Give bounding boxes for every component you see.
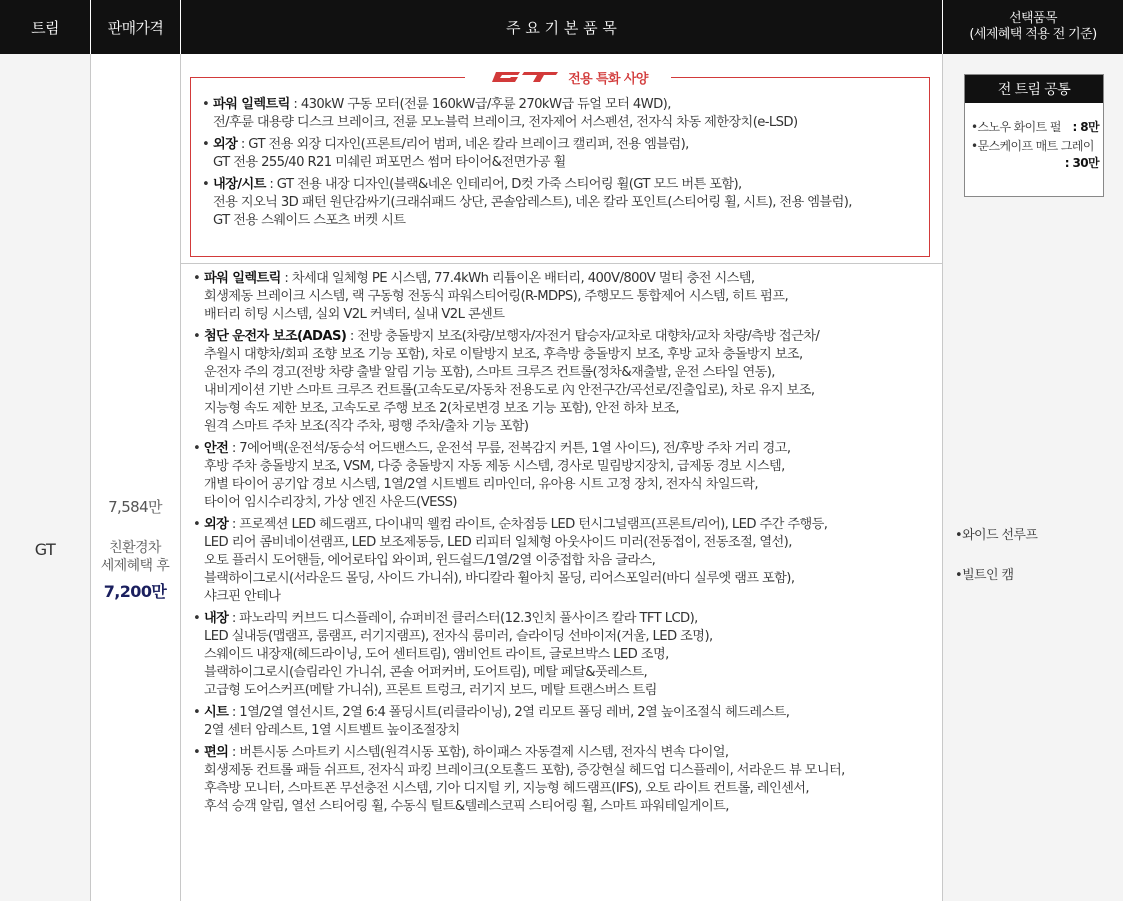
option-moonscape-matte-gray: •문스케이프 매트 그레이 [971, 139, 1094, 153]
item-text: : 파노라믹 커브드 디스플레이, 슈퍼비전 클러스터(12.3인치 풀사이즈 칼라 TFT LCD), [228, 611, 698, 626]
list-item [202, 96, 922, 132]
benefit-label-1: 친환경차 [109, 540, 161, 556]
item-line: 타이어 임시수리장치, 가상 엔진 사운드(VESS) [204, 495, 457, 510]
item-text: : 7에어백(운전석/동승석 어드밴스드, 운전석 무릎, 전복감지 커튼, 1열 사이드), 전/후방 주차 거리 경고, [228, 441, 791, 456]
standard-items-list [193, 270, 933, 820]
item-line: 지능형 속도 제한 보조, 고속도로 주행 보조 2(차로변경 보조 기능 포함), 안전 하차 보조, [204, 401, 679, 416]
item-line [204, 440, 933, 458]
item-label: 외장 [213, 137, 238, 152]
option-builtin-cam: •빌트인 캠 [955, 568, 1014, 583]
item-line: 후측방 모니터, 스마트폰 무선충전 시스템, 기아 디지털 키, 지능형 헤드램프(IFS), 오토 라이트 컨트롤, 레인센서, [204, 781, 809, 796]
column-divider [942, 54, 943, 901]
price-cell [90, 496, 180, 602]
item-label: 내장 [204, 611, 229, 626]
item-line [204, 610, 933, 628]
list-item [193, 610, 933, 700]
item-line [204, 270, 933, 288]
item-line [213, 96, 922, 114]
item-line: GT 전용 255/40 R21 미쉐린 퍼포먼스 썸머 타이어&전면가공 휠 [213, 155, 566, 170]
option-wide-sunroof: •와이드 선루프 [955, 528, 1038, 543]
benefit-price: 7,200만 [103, 582, 167, 601]
option-name: •스노우 화이트 펄 [971, 120, 1061, 134]
item-label: 편의 [204, 745, 229, 760]
header-options [943, 0, 1123, 54]
item-line: 후방 주차 충돌방지 보조, VSM, 다중 충돌방지 자동 제동 시스템, 경사로 밀림방지장치, 급제동 경보 시스템, [204, 459, 785, 474]
item-line: 오토 플러시 도어핸들, 에어로타입 와이퍼, 윈드쉴드/1열/2열 이중접합 차음 글라스, [204, 553, 656, 568]
list-item [193, 516, 933, 606]
option-snow-white-pearl [965, 119, 1103, 136]
item-line: 내비게이션 기반 스마트 크루즈 컨트롤(고속도로/자동차 전용도로 內 안전구간/곡선로/진출입로), 차로 유지 보조, [204, 383, 815, 398]
item-line [204, 704, 933, 722]
gt-logo-icon [488, 70, 560, 84]
item-line: 스웨이드 내장재(헤드라이닝, 도어 센터트림), 앰비언트 라이트, 글로브박스 LED 조명, [204, 647, 669, 662]
item-label: 파워 일렉트릭 [204, 271, 281, 286]
column-divider [180, 54, 181, 901]
gt-special-title: 전용 특화 사양 [568, 71, 648, 87]
trim-column-bg [0, 54, 90, 901]
common-options-title: 전 트림 공통 [965, 75, 1103, 103]
item-line: 원격 스마트 주차 보조(직각 주차, 평행 주차/출차 기능 포함) [204, 419, 529, 434]
list-item [193, 704, 933, 740]
gt-special-list [202, 96, 922, 234]
item-label: 파워 일렉트릭 [213, 97, 290, 112]
header-main-items: 주 요 기 본 품 목 [506, 18, 617, 37]
item-label: 첨단 운전자 보조(ADAS) [204, 329, 347, 344]
option-price: : 30만 [1064, 156, 1099, 170]
item-text: : GT 전용 외장 디자인(프론트/리어 범퍼, 네온 칼라 브레이크 캘리퍼, 전용 엠블럼), [237, 137, 689, 152]
item-label: 안전 [204, 441, 229, 456]
common-options-box [964, 74, 1104, 197]
table-header [0, 0, 1123, 54]
item-line: 2열 센터 암레스트, 1열 시트벨트 높이조절장치 [204, 723, 460, 738]
gt-special-legend [465, 66, 671, 88]
item-line: 회생제동 컨트롤 패들 쉬프트, 전자식 파킹 브레이크(오토홀드 포함), 증강현실 헤드업 디스플레이, 서라운드 뷰 모니터, [204, 763, 845, 778]
base-price: 7,584만 [108, 498, 162, 516]
item-line: 회생제동 브레이크 시스템, 랙 구동형 전동식 파워스티어링(R-MDPS), 주행모드 통합제어 시스템, 히트 펌프, [204, 289, 789, 304]
item-label: 시트 [204, 705, 229, 720]
item-text: : GT 전용 내장 디자인(블랙&네온 인테리어, D컷 가죽 스티어링 휠(GT 모드 버튼 포함), [265, 177, 742, 192]
item-text: : 프로젝션 LED 헤드램프, 다이내믹 웰컴 라이트, 순차점등 LED 턴시그널램프(프론트/리어), LED 주간 주행등, [228, 517, 828, 532]
section-divider [180, 263, 942, 264]
item-line: 전/후륜 대용량 디스크 브레이크, 전륜 모노블럭 브레이크, 전자제어 서스펜션, 전자식 차동 제한장치(e-LSD) [213, 115, 798, 130]
benefit-label-2: 세제혜택 후 [100, 558, 170, 574]
trim-name: GT [34, 540, 56, 559]
item-line: 개별 타이어 공기압 경보 시스템, 1열/2열 시트벨트 리마인더, 유아용 시트 고정 장치, 전자식 차일드락, [204, 477, 758, 492]
item-line: LED 실내등(맵램프, 룸램프, 러기지램프), 전자식 룸미러, 슬라이딩 선바이저(거울, LED 조명), [204, 629, 713, 644]
item-line [213, 136, 922, 154]
item-line: 고급형 도어스커프(메탈 가니쉬), 프론트 트렁크, 러기지 보드, 메탈 트랜스버스 트림 [204, 683, 657, 698]
header-trim: 트림 [31, 18, 59, 37]
column-divider [90, 54, 91, 901]
list-item [193, 270, 933, 324]
list-item [202, 136, 922, 172]
header-options-note: (세제혜택 적용 전 기준) [969, 27, 1097, 42]
item-line: GT 전용 스웨이드 스포츠 버켓 시트 [213, 213, 406, 228]
item-label: 외장 [204, 517, 229, 532]
item-line: LED 리어 콤비네이션램프, LED 보조제동등, LED 리피터 일체형 아웃사이드 미러(전동접이, 전동조절, 열선), [204, 535, 792, 550]
item-line [213, 176, 922, 194]
item-text: : 버튼시동 스마트키 시스템(원격시동 포함), 하이패스 자동결제 시스템, 전자식 변속 다이얼, [228, 745, 729, 760]
item-line: 블랙하이그로시(슬림라인 가니쉬, 콘솔 어퍼커버, 도어트림), 메탈 페달&풋레스트, [204, 665, 648, 680]
item-line: 전용 지오닉 3D 패턴 원단감싸기(크래쉬패드 상단, 콘솔암레스트), 네온 칼라 포인트(스티어링 휠, 시트), 전용 엠블럼), [213, 195, 852, 210]
item-text: : 차세대 일체형 PE 시스템, 77.4kWh 리튬이온 배터리, 400V/800V 멀티 충전 시스템, [280, 271, 755, 286]
header-options-title: 선택품목 [1009, 11, 1057, 26]
option-price: : 8만 [1072, 120, 1099, 134]
item-line [204, 328, 933, 346]
item-line: 블랙하이그로시(서라운드 몰딩, 사이드 가니쉬), 바디칼라 휠아치 몰딩, 리어스포일러(바디 실루엣 램프 포함), [204, 571, 795, 586]
list-item [202, 176, 922, 230]
item-line: 후석 승객 알림, 열선 스티어링 휠, 수동식 틸트&텔레스코픽 스티어링 휠, 스마트 파워테일게이트, [204, 799, 729, 814]
list-item [193, 328, 933, 436]
item-label: 내장/시트 [213, 177, 266, 192]
item-line [204, 744, 933, 762]
item-line: 배터리 히팅 시스템, 실외 V2L 커넥터, 실내 V2L 콘센트 [204, 307, 505, 322]
item-line: 운전자 주의 경고(전방 차량 출발 알림 기능 포함), 스마트 크루즈 컨트롤(정차&재출발, 운전 스타일 연동), [204, 365, 775, 380]
list-item [193, 440, 933, 512]
item-text: : 1열/2열 열선시트, 2열 6:4 폴딩시트(리클라이닝), 2열 리모트 폴딩 레버, 2열 높이조절식 헤드레스트, [228, 705, 790, 720]
header-price: 판매가격 [107, 18, 164, 37]
item-text: : 전방 충돌방지 보조(차량/보행자/자전거 탑승자/교차로 대향차/교차 차량/측방 접근차/ [346, 329, 820, 344]
item-line: 샤크핀 안테나 [204, 589, 281, 604]
item-line [204, 516, 933, 534]
item-text: : 430kW 구동 모터(전륜 160kW급/후륜 270kW급 듀얼 모터 4WD), [289, 97, 671, 112]
item-line: 추월시 대향차/회피 조향 보조 기능 포함), 차로 이탈방지 보조, 후측방 충돌방지 보조, 후방 교차 충돌방지 보조, [204, 347, 803, 362]
list-item [193, 744, 933, 816]
